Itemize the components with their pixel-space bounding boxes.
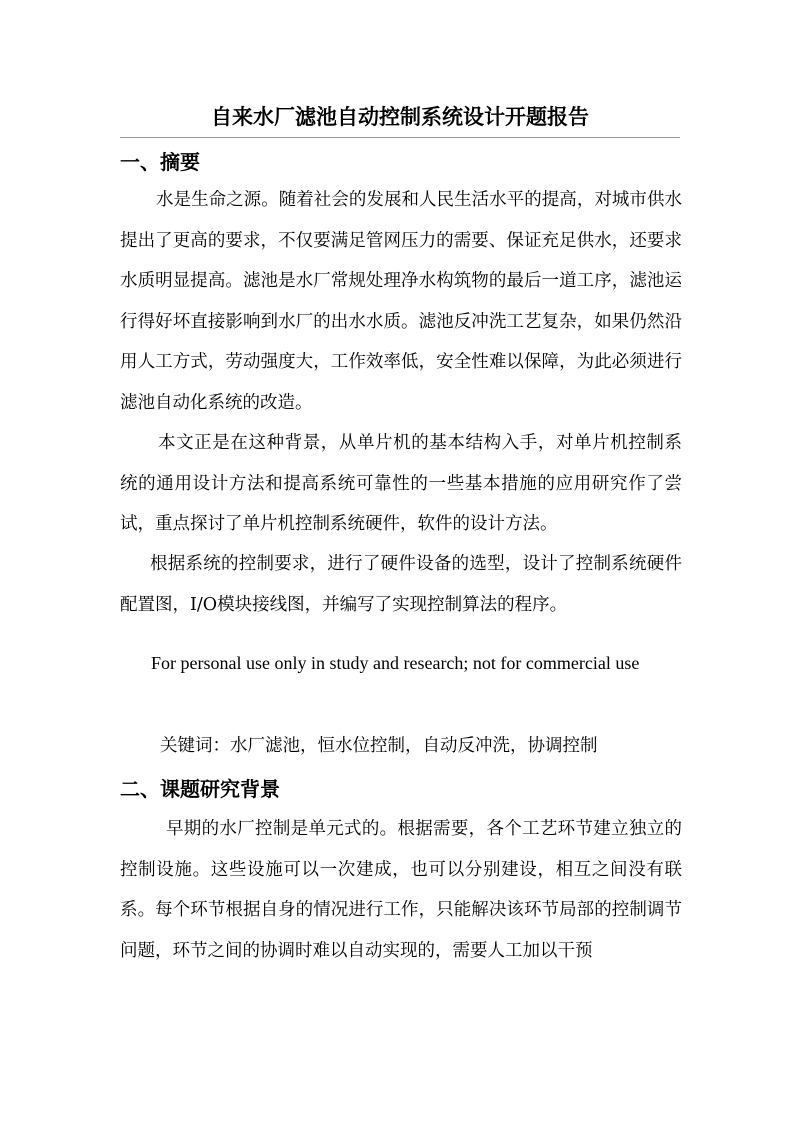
keywords-line: 关键词：水厂滤池，恒水位控制，自动反冲洗，协调控制 [160,736,598,756]
abstract-paragraph-1: 水是生命之源。随着社会的发展和人民生活水平的提高，对城市供水提出了更高的要求，不仅要满足管网压力的需要、保证充足供水，还要求水质明显提高。滤池是水厂常规处理净水构筑物的最后一道工序，滤池运行得好坏直接影响到水厂的出水水质。滤池反冲洗工艺复杂，如果仍然沿用人工方式，劳动强度大，工作效率低，安全性难以保障，为此必须进行滤池自动化系统的改造。 [120,190,682,413]
document-title: 自来水厂滤池自动控制系统设计开题报告 [211,104,589,129]
section-heading-abstract: 一、摘要 [120,150,200,174]
abstract-paragraph-3: 根据系统的控制要求，进行了硬件设备的选型，设计了控制系统硬件配置图，I/O模块接线图，并编写了实现控制算法的程序。 [120,554,682,615]
title-divider [120,137,680,138]
usage-note: For personal use only in study and research; not for commercial use [151,653,640,673]
abstract-paragraph-2: 本文正是在这种背景，从单片机的基本结构入手，对单片机控制系统的通用设计方法和提高系统可靠性的一些基本措施的应用研究作了尝试，重点探讨了单片机控制系统硬件，软件的设计方法。 [120,433,682,534]
section-heading-background: 二、课题研究背景 [120,777,280,801]
background-paragraph-1: 早期的水厂控制是单元式的。根据需要，各个工艺环节建立独立的控制设施。这些设施可以一次建成，也可以分别建设，相互之间没有联系。每个环节根据自身的情况进行工作，只能解决该环节局部的控制调节问题，环节之间的协调时难以自动实现的，需要人工加以干预 [120,819,682,961]
